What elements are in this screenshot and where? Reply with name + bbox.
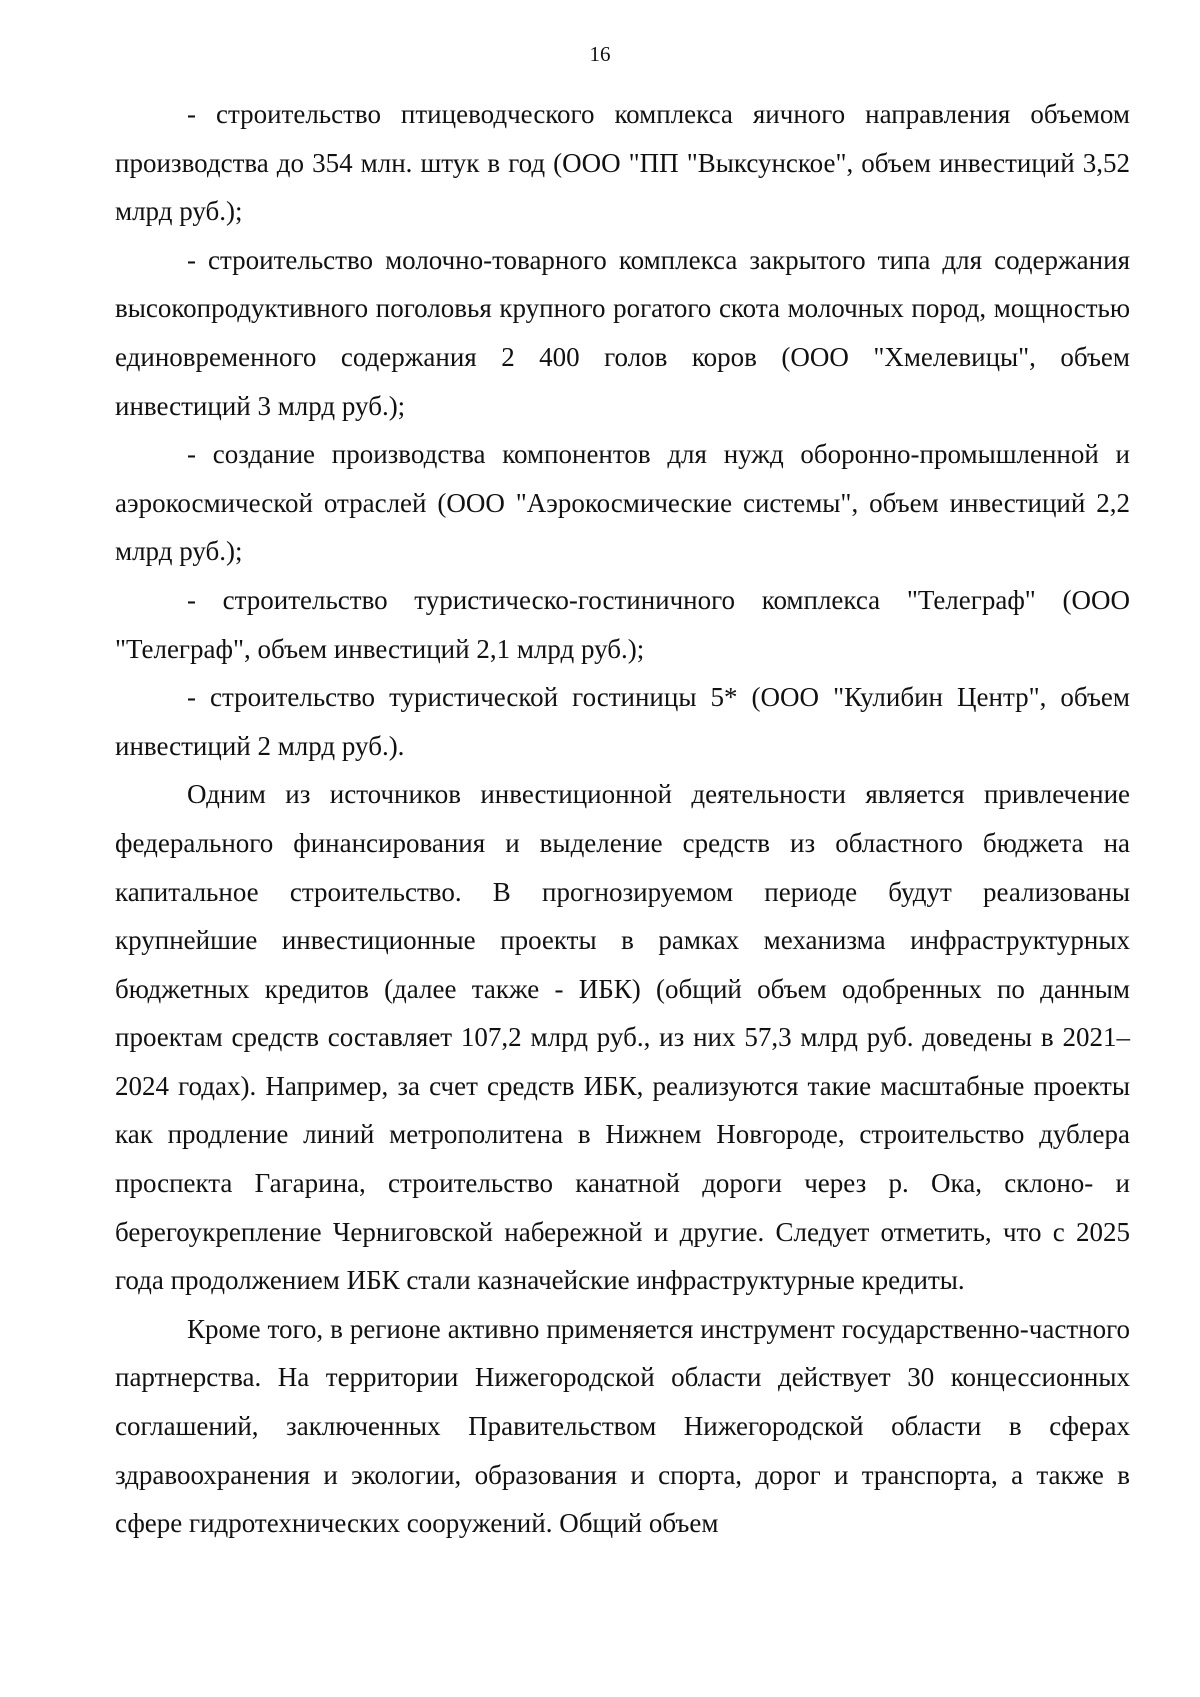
paragraph-public-private-partnership: Кроме того, в регионе активно применяется инструмент государственно-частного партнерства. На территории Нижегородской области действует 30 концессионных соглашений, заключенных Правительством Нижегородской области в сферах здравоохранения и экологии, образования и спорта, дорог и транспорта, а также в сфере гидротехнических сооружений. Общий объем [115,1313,1130,1539]
paragraph-aerospace-components: - создание производства компонентов для нужд оборонно-промышленной и аэрокосмической отраслей (ООО "Аэрокосмические системы", объем инвестиций 2,2 млрд руб.); [115,439,1130,567]
document-body [115,90,1130,1548]
paragraph-telegraf-complex: - строительство туристическо-гостиничного комплекса "Телеграф" (ООО "Телеграф", объем инвестиций 2,1 млрд руб.); [115,584,1130,664]
paragraph-kulibin-hotel: - строительство туристической гостиницы 5* (ООО "Кулибин Центр", объем инвестиций 2 млрд руб.). [115,682,1130,761]
page-number: 16 [589,42,611,66]
paragraph-poultry-complex: - строительство птицеводческого комплекса яичного направления объемом производства до 354 млн. штук в год (ООО "ПП "Выксунское", объем инвестиций 3,52 млрд руб.); [115,99,1130,227]
paragraph-dairy-complex: - строительство молочно-товарного комплекса закрытого типа для содержания высокопродуктивного поголовья крупного рогатого скота молочных пород, мощностью единовременного содержания 2 400 голов коров (ООО "Хмелевицы", объем инвестиций 3 млрд руб.); [115,244,1130,421]
paragraph-infrastructure-credits: Одним из источников инвестиционной деятельности является привлечение федерального финансирования и выделение средств из областного бюджета на капитальное строительство. В прогнозируемом периоде будут реализованы крупнейшие инвестиционные проекты в рамках механизма инфраструктурных бюджетных кредитов (далее также - ИБК) (общий объем одобренных по данным проектам средств составляет 107,2 млрд руб., из них 57,3 млрд руб. доведены в 2021–2024 годах). Например, за счет средств ИБК, реализуются такие масштабные проекты как продление линий метрополитена в Нижнем Новгороде, строительство дублера проспекта Гагарина, строительство канатной дороги через р. Ока, склоно- и берегоукрепление Черниговской набережной и другие. Следует отметить, что с 2025 года продолжением ИБК стали казначейские инфраструктурные кредиты. [115,779,1130,1296]
